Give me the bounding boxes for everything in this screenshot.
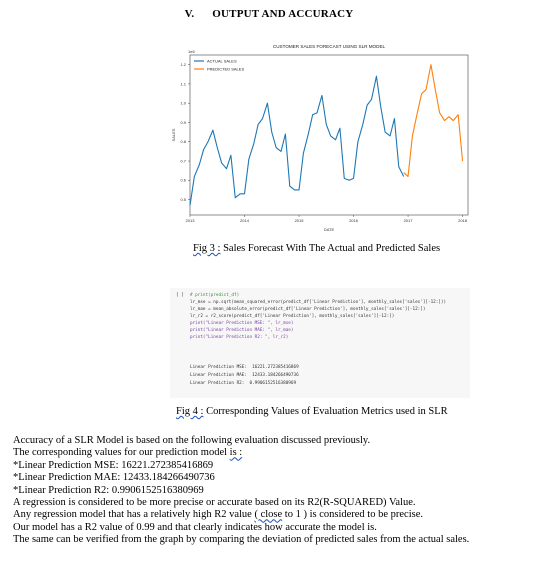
code-cell [170, 288, 470, 398]
code-line-3: lr_mae = mean_absolute_error(predict_df['Linear Prediction'], monthly_sales['sales'][-12:]) [190, 307, 426, 312]
fig4-text: Corresponding Values of Evaluation Metrics used in SLR [206, 406, 448, 417]
y-tick-label-0: 0.5 [180, 196, 186, 202]
code-line-2: lr_mse = np.sqrt(mean_squared_error(predict_df['Linear Prediction'], monthly_sales['sales'][-12:])) [190, 300, 447, 305]
y-tick-label-4: 0.9 [180, 119, 186, 125]
body-line-2 [13, 447, 533, 459]
output-line-3: Linear Prediction R2: 0.9906152516380969 [190, 381, 297, 386]
cell-run-marker: [ ] [176, 293, 184, 298]
code-line-1: # print(predict_df) [190, 293, 240, 298]
body-line-6: A regression is considered to be more precise or accurate based on its R2(R-SQUARED) Value. [13, 497, 416, 509]
x-tick-label-2: 2015 [294, 218, 304, 223]
body-line-7b: ( close [254, 509, 283, 521]
body-line-7 [13, 509, 533, 521]
scale-label: 1e6 [188, 49, 195, 54]
chart-title: CUSTOMER SALES FORECAST USING SLR MODEL [272, 44, 386, 49]
series-line-predicted [404, 65, 463, 177]
x-axis-label: DATE [323, 227, 335, 232]
body-line-2b: is : [229, 447, 243, 459]
section-title: OUTPUT AND ACCURACY [212, 8, 354, 20]
code-line-7: print("Linear Prediction R2: ", lr_r2) [190, 335, 289, 340]
y-tick-label-5: 1.0 [180, 100, 186, 106]
output-line-1: Linear Prediction MSE: 16221.272385416869 [190, 365, 299, 370]
x-tick-label-0: 2013 [185, 218, 195, 223]
body-line-9: The same can be verified from the graph by comparing the deviation of predicted sales from the actual sales. [13, 534, 470, 546]
body-line-5: *Linear Prediction R2: 0.9906152516380969 [13, 484, 204, 496]
body-line-3: *Linear Prediction MSE: 16221.272385416869 [13, 459, 214, 471]
x-tick-label-4: 2017 [403, 218, 413, 223]
body-line-7a: Any regression model that has a relatively high R2 value [13, 509, 255, 521]
y-axis-label: SALES [171, 128, 176, 142]
code-line-6: print("Linear Prediction MAE: ", lr_mae) [190, 328, 294, 333]
fig3-text: Sales Forecast With The Actual and Predicted Sales [223, 243, 441, 254]
series-line-actual [190, 76, 404, 205]
section-number: V. [184, 8, 195, 20]
plot-frame [190, 55, 468, 215]
figure-3-caption [193, 243, 440, 254]
y-tick-label-3: 0.8 [180, 139, 186, 145]
x-tick-label-1: 2014 [240, 218, 249, 223]
y-tick-label-6: 1.1 [180, 81, 186, 87]
y-tick-label-1: 0.6 [180, 177, 186, 183]
x-tick-label-5: 2018 [458, 218, 468, 223]
output-line-2: Linear Prediction MAE: 12433.184266490736 [190, 373, 299, 378]
legend-label-1: PREDICTED SALES [207, 66, 245, 72]
code-line-4: lr_r2 = r2_score(predict_df['Linear Prediction'], monthly_sales['sales'][-12:]) [190, 314, 395, 319]
body-text [13, 435, 533, 547]
body-line-2a: The corresponding values for our prediction model [13, 447, 230, 459]
code-line-5: print("Linear Prediction MSE: ", lr_mse) [190, 321, 294, 326]
section-heading [0, 8, 538, 20]
fig4-label: Fig 4 : [176, 406, 204, 417]
body-line-8: Our model has a R2 value of 0.99 and that clearly indicates how accurate the model is. [13, 521, 377, 533]
body-line-4: *Linear Prediction MAE: 12433.184266490736 [13, 472, 215, 484]
x-tick-label-3: 2016 [349, 218, 358, 223]
body-line-7c: to 1 ) is considered to be precise. [282, 509, 423, 521]
y-tick-label-7: 1.2 [180, 62, 186, 68]
chart-svg [168, 40, 478, 240]
figure-4-caption [176, 406, 448, 417]
body-line-1: Accuracy of a SLR Model is based on the following evaluation discussed previously. [13, 435, 371, 446]
fig3-label: Fig 3 : [193, 243, 221, 254]
legend-label-0: ACTUAL SALES [207, 58, 237, 64]
y-tick-label-2: 0.7 [180, 158, 186, 164]
sales-forecast-chart [168, 40, 478, 240]
